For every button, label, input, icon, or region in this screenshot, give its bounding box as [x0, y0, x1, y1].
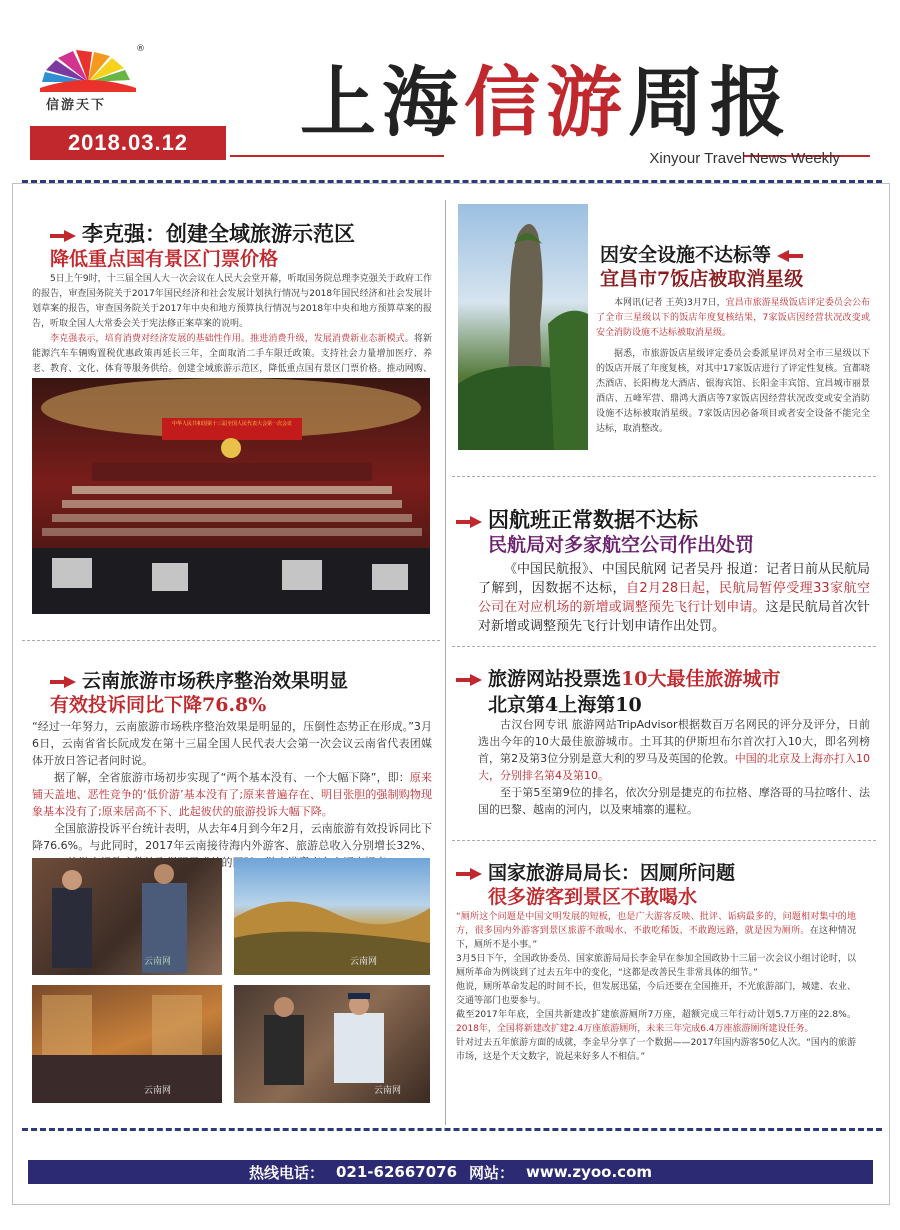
- yunnan-p2: 据了解，全省旅游市场初步实现了“两个基本没有、一个大幅下降”，即：原来铺天盖地、恶性竞争的‘低价游’基本没有了;原来普遍存在、明目张胆的强制购物现象基本没有了;原来居高不下、此起彼伏的旅游投诉大幅下降。: [32, 771, 432, 818]
- yunnan-p3: 全国旅游投诉平台统计表明，从去年4月到今年2月，云南旅游有效投诉同比下降76.6%。与此同时，2017年云南接待海内外游客、旅游总收入分别增长32%、 的同: [32, 822, 432, 869]
- li-keqiang-body: [32, 272, 432, 392]
- footer-divider: [22, 1128, 882, 1131]
- karst-pillar-photo: [458, 204, 588, 450]
- title-part-3: 周报: [628, 58, 792, 147]
- arrow-right-icon: [50, 230, 76, 242]
- title-part-1: 上海: [300, 58, 464, 147]
- column-divider: [445, 200, 446, 1125]
- yichang-body: [596, 296, 870, 437]
- toilet-p1: “厕所这个问题是中国文明发展的短板，也是广大游客反映、批评、诟病最多的，问题相对集中的地方，很多国内外游客到景区旅游不敢喝水、不敢吃稀饭、不敢跑远路，就是因为厕所。在这种情况下，厕所不是小事。”: [456, 912, 856, 950]
- caac-p1: 《中国民航报》、中国民航网 记者吴丹 报道：记者日前从民航局了解到，因数据不达标，自2月28日起，民航局暂停受理33家航空公司在对应机场的新增或调整预先飞行计划申请。这是民航局首次针对新增或调整预先飞行计划申请作出处罚。: [478, 562, 870, 634]
- hotline-label: 热线电话：: [248, 1163, 324, 1182]
- toilet-body: [456, 910, 856, 1064]
- issue-date: 2018.03.12: [30, 126, 226, 160]
- photo-watermark: 云南网: [144, 1086, 172, 1096]
- yichang-headline: 因安全设施不达标等: [600, 240, 803, 267]
- toilet-p5: 针对过去五年旅游方面的成就，李金早分享了一个数据——2017年国内游客50亿人次。“国内的旅游市场，这是个天文数字，说起来好多人不相信。”: [456, 1038, 856, 1062]
- yunnan-photo-landscape: [234, 858, 430, 975]
- tripadvisor-body: [478, 716, 870, 818]
- li-keqiang-p2: 李克强表示，培育消费对经济发展的基础性作用。推进消费升级，发展消费新业态新模式。将新能源汽车车辆购置税优惠政策再延长三年，全面取消二手车限迁政策。支持社会力量增加医疗、养老、教育、文化、体育等服务供给。创建全域旅游示范区，降低重点国有景区门票价格。推动网购、: [32, 334, 432, 374]
- hotline-number: 021-62667076: [335, 1163, 458, 1181]
- masthead-title: [300, 58, 792, 148]
- arrow-right-icon: [50, 676, 76, 688]
- yunnan-p1: “经过一年努力，云南旅游市场秩序整治效果是明显的，压倒性态势正在形成。”3月6日，云南省省长阮成发在第十三届全国人民代表大会第一次会议云南省代表团媒体开放日答记者问时说。: [32, 720, 432, 767]
- landscape-illustration: [234, 858, 430, 975]
- congress-photo: [32, 378, 430, 614]
- toilet-p3: 他说，厕所革命发起的时间不长，但发展迅猛，今后还要在全国推开，不光旅游部门，城建、农业、交通等部门也要参与。: [456, 982, 856, 1006]
- yunnan-headline: 云南旅游市场秩序整治效果明显: [50, 666, 348, 693]
- title-part-2: 信游: [464, 58, 628, 147]
- toilet-p2: 3月5日下午，全国政协委员、国家旅游局局长李金早在参加全国政协十三届一次会议小组讨论时，以厕所革命为例谈到了过去五年中的变化，“这都是改善民生非常具体的细节。”: [456, 954, 856, 978]
- rock-pillar-illustration: [458, 204, 588, 450]
- li-keqiang-subhead: 降低重点国有景区门票价格: [50, 248, 279, 270]
- yunnan-photo-jewelry: [32, 985, 222, 1103]
- arrow-right-icon: [456, 516, 482, 528]
- toilet-subhead: 很多游客到景区不敢喝水: [488, 886, 698, 908]
- toilet-headline: 国家旅游局局长：因厕所问题: [456, 858, 735, 885]
- section-divider: [452, 646, 876, 647]
- brand-logo: [18, 42, 158, 112]
- masthead-subtitle: Xinyour Travel News Weekly: [649, 150, 840, 167]
- arrow-right-icon: [456, 868, 482, 880]
- photo-watermark: 云南网: [144, 957, 172, 967]
- yichang-p2: 据悉，市旅游饭店星级评定委员会委派星评员对全市三星级以下的饭店开展了年度复核，对其中17家饭店进行了评定性复核。宜都晓杰酒店、长阳梅龙大酒店、银海宾馆、长阳金丰宾馆、宜昌城市丽景酒店、五峰军营、鼎鸿大酒店等7家饭店因经营状况改变或安全消防设施不达标被取消星级。7家饭店因必备项目或者安全设备不能完全达标，取消整改。: [596, 349, 870, 434]
- yunnan-body: [32, 718, 432, 871]
- yunnan-photo-police: [234, 985, 430, 1103]
- arrow-left-icon: [777, 250, 803, 262]
- section-divider: [452, 840, 876, 841]
- section-divider: [22, 640, 440, 641]
- arrow-right-icon: [456, 674, 482, 686]
- yichang-p1: 本网讯(记者 王英)3月7日，宜昌市旅游星级饭店评定委员会公布了全市三星级以下的饭店年度复核结果，7家饭店因经营状况改变或安全消防设施不达标被取消星级。: [596, 298, 870, 338]
- congress-banner: 中华人民共和国第十三届全国人民代表大会第一次会议: [171, 421, 292, 427]
- yichang-subhead: 宜昌市7饭店被取消星级: [600, 268, 804, 290]
- photo-watermark: 云南网: [374, 1086, 402, 1096]
- tripadvisor-p1: 古汉台网专讯 旅游网站TripAdvisor根据数百万名网民的评分及评分，日前选出今年的10大最佳旅游城市。土耳其的伊斯坦布尔首次打入10大，即名列榜首，第2及第3位分别是意大利的罗马及英国的伦敦。中国的北京及上海亦打入10大，分别排名第4及第10。: [478, 718, 870, 782]
- registered-mark: ®: [136, 44, 145, 54]
- footer-bar: [28, 1160, 873, 1184]
- caac-subhead: 民航局对多家航空公司作出处罚: [488, 534, 755, 556]
- shop-scene-illustration: [32, 858, 222, 975]
- caac-headline: 因航班正常数据不达标: [456, 504, 698, 534]
- tripadvisor-subhead: 北京第4上海第10: [488, 694, 642, 716]
- tripadvisor-p2: 至于第5至第9位的排名，依次分别是捷克的布拉格、摩洛哥的马拉喀什、法国的巴黎、越南的河内，以及柬埔寨的暹粒。: [478, 786, 870, 816]
- assembly-hall-illustration: [32, 378, 430, 614]
- logo-text: 信游天下: [46, 98, 107, 113]
- li-keqiang-headline: 李克强：创建全域旅游示范区: [50, 218, 355, 248]
- photo-watermark: 云南网: [350, 957, 378, 967]
- yunnan-photo-shop: [32, 858, 222, 975]
- caac-body: [478, 560, 870, 636]
- jewelry-shop-illustration: [32, 985, 222, 1103]
- site-label: 网站：: [469, 1163, 515, 1182]
- section-divider: [452, 476, 876, 477]
- yunnan-subhead: 有效投诉同比下降76.8%: [50, 694, 267, 716]
- toilet-p4: 截至2017年年底，全国共新建改扩建旅游厕所7万座，超额完成三年行动计划5.7万座的22.8%。2018年，全国将新建改扩建2.4万座旅游厕所，未来三年完成6.4万座旅游厕所建设任务。: [456, 1010, 856, 1034]
- site-url: www.zyoo.com: [526, 1163, 653, 1181]
- tripadvisor-headline: 旅游网站投票选10大最佳旅游城市: [456, 664, 780, 691]
- li-keqiang-p1: 5日上午9时，十三届全国人大一次会议在人民大会堂开幕，听取国务院总理李克强关于政府工作的报告，审查国务院关于2017年国民经济和社会发展计划执行情况与2018年国民经济和社会发展计划草案的报告，审查国务院关于2017年中央和地方预算执行情况与2018年中央和地方预算草案的报告，听取全国人大常委会关于宪法修正案草案的说明。: [32, 274, 432, 329]
